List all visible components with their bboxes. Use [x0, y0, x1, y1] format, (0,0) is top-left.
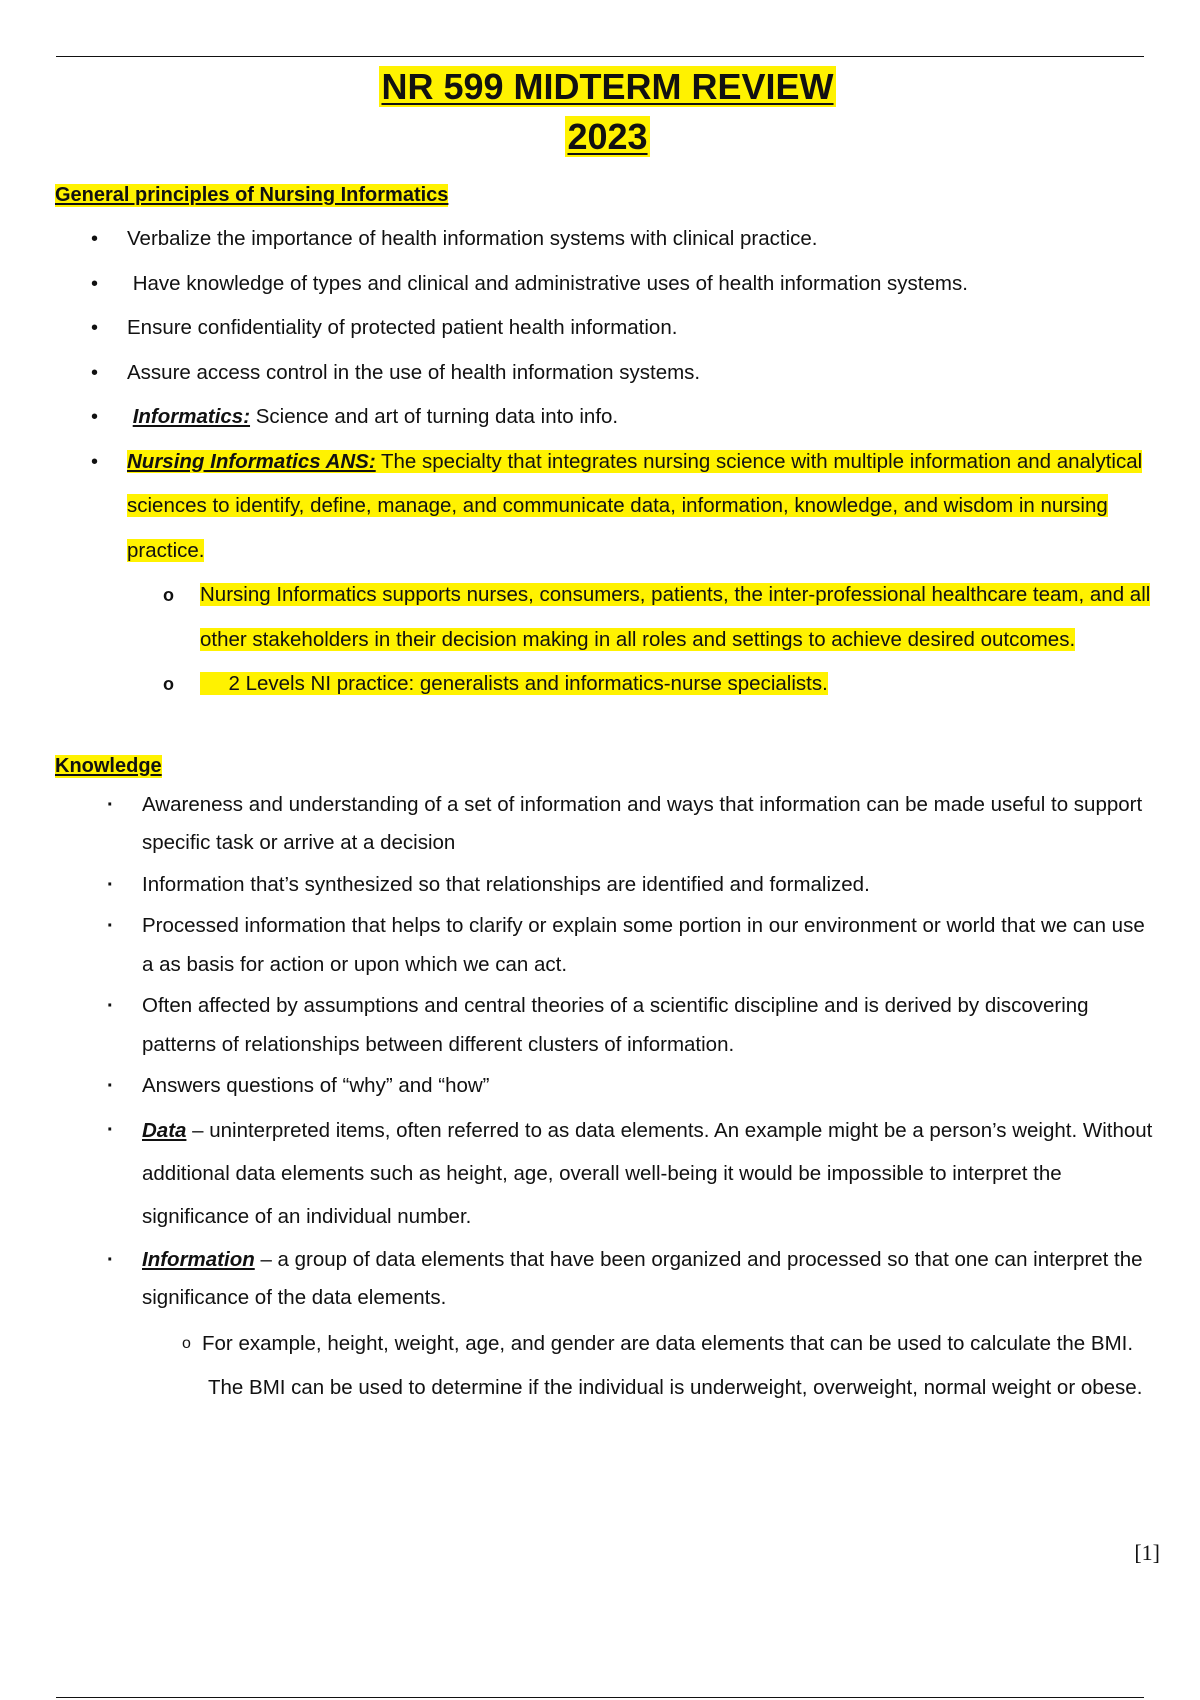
- list-item: • Verbalize the importance of health information systems with clinical practice.: [55, 217, 1160, 262]
- list-item-information: [55, 1241, 1160, 1410]
- list-item: · Answers questions of “why” and “how”: [55, 1067, 1160, 1106]
- definition-information: – a group of data elements that have been organized and processed so that one can interpret the significance of the data elements.: [142, 1247, 1143, 1309]
- section-heading-general-principles: General principles of Nursing Informatics: [55, 184, 449, 206]
- definition-data: – uninterpreted items, often referred to as data elements. An example might be a person’s weight. Without additional data elements such as height, age, overall well-being it would be impossible to interpret the significance of an individual number.: [142, 1118, 1153, 1228]
- document-page: [55, 58, 1160, 1413]
- term-informatics: Informatics:: [132, 405, 251, 428]
- term-nursing-informatics: Nursing Informatics ANS:: [127, 449, 376, 473]
- list-item: · Often affected by assumptions and central theories of a scientific discipline and is derived by discovering patterns of relationships between different clusters of information.: [55, 987, 1160, 1064]
- term-data: Data: [142, 1118, 187, 1142]
- sub-list-text: Nursing Informatics supports nurses, consumers, patients, the inter-professional healthcare team, and all other stakeholders in their decision making in all roles and settings to achieve desired outcomes.: [200, 583, 1151, 651]
- list-item: · Processed information that helps to clarify or explain some portion in our environment or world that we can use a as basis for action or upon which we can act.: [55, 907, 1160, 984]
- list-item-data: [55, 1109, 1160, 1238]
- sub-list-item: [55, 662, 1160, 707]
- section-heading-knowledge: Knowledge: [55, 754, 162, 777]
- information-sublist: [142, 1322, 1160, 1410]
- general-principles-list: [55, 217, 1160, 707]
- list-item: • Have knowledge of types and clinical and administrative uses of health information systems.: [55, 262, 1160, 307]
- definition-nursing-informatics: The specialty that integrates nursing science with multiple information and analytical sciences to identify, define, manage, and communicate data, information, knowledge, and wisdom in nursing practice.: [127, 449, 1143, 562]
- term-information: Information: [142, 1247, 255, 1271]
- list-item: • Assure access control in the use of health information systems.: [55, 351, 1160, 396]
- definition-informatics: Science and art of turning data into info.: [250, 405, 619, 428]
- title-line-2: 2023: [567, 116, 648, 157]
- list-item: · Information that’s synthesized so that relationships are identified and formalized.: [55, 866, 1160, 905]
- nursing-informatics-sublist: [127, 573, 1160, 707]
- sub-list-item: [55, 573, 1160, 662]
- list-item: · Awareness and understanding of a set of information and ways that information can be made useful to support specific task or arrive at a decision: [55, 786, 1160, 863]
- title-line-1: NR 599 MIDTERM REVIEW: [381, 66, 834, 107]
- sub-list-item: o For example, height, weight, age, and gender are data elements that can be used to calculate the BMI. The BMI can be used to determine if the individual is underweight, overweight, normal weight or obese.: [142, 1322, 1160, 1410]
- sub-list-text: 2 Levels NI practice: generalists and informatics-nurse specialists.: [200, 672, 828, 695]
- bottom-rule: [56, 1697, 1144, 1698]
- document-title: [55, 62, 1160, 162]
- list-item-nursing-informatics: [55, 440, 1160, 707]
- knowledge-list: [55, 786, 1160, 1410]
- page-number: [1]: [1134, 1540, 1160, 1565]
- list-item: • Ensure confidentiality of protected patient health information.: [55, 306, 1160, 351]
- list-item-informatics: [55, 395, 1160, 440]
- top-rule: [56, 56, 1144, 57]
